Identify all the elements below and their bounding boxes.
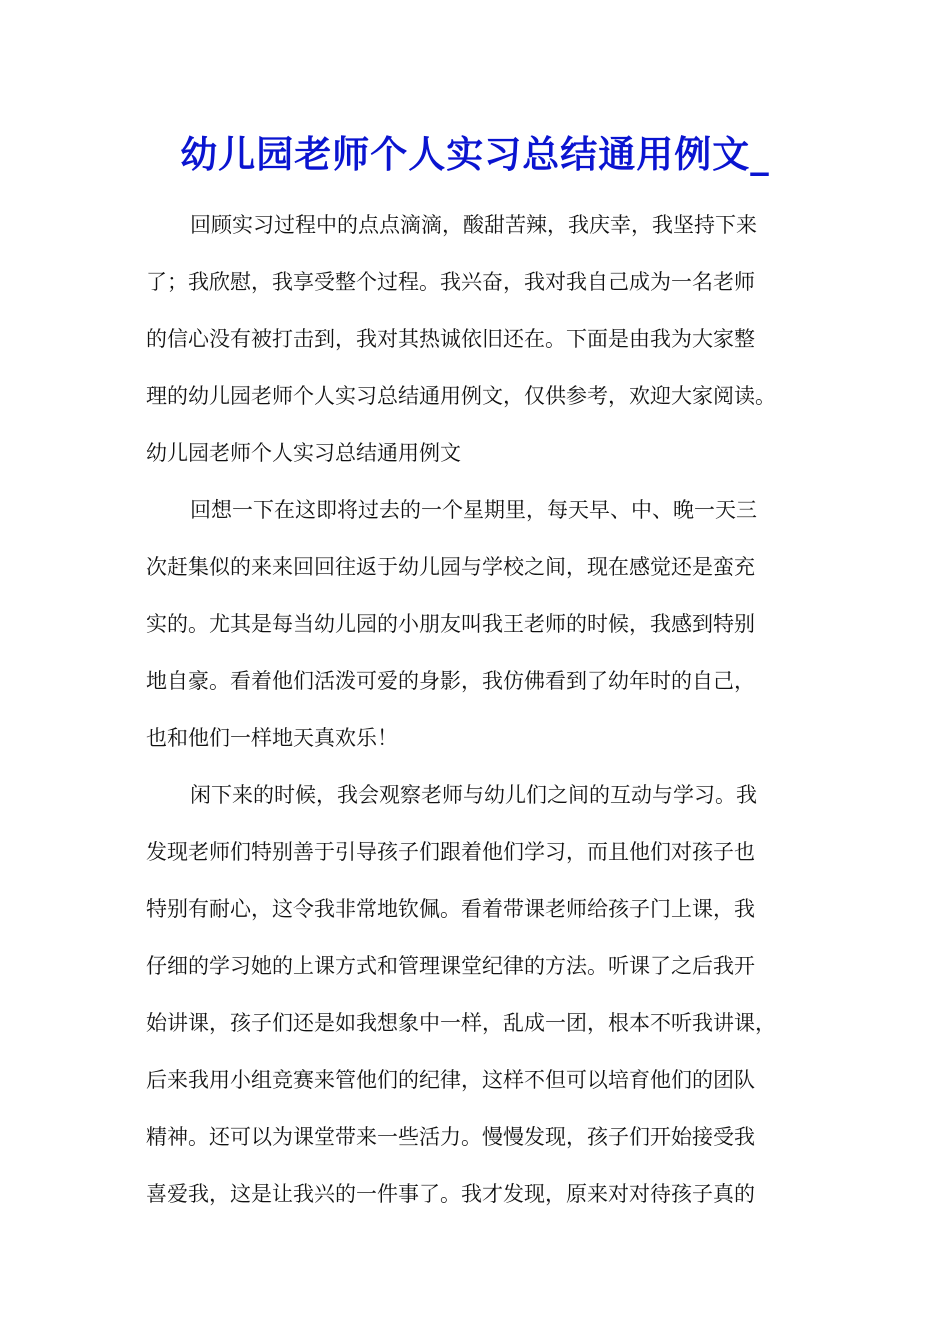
paragraph-line: 了；我欣慰，我享受整个过程。我兴奋，我对我自己成为一名老师 bbox=[146, 270, 755, 294]
paragraph-line: 也和他们一样地天真欢乐！ bbox=[146, 726, 398, 750]
paragraph-line: 回想一下在这即将过去的一个星期里，每天早、中、晚一天三 bbox=[190, 498, 757, 522]
paragraph-line: 发现老师们特别善于引导孩子们跟着他们学习，而且他们对孩子也 bbox=[146, 840, 755, 864]
paragraph-line: 喜爱我，这是让我兴的一件事了。我才发现，原来对对待孩子真的 bbox=[146, 1182, 755, 1206]
paragraph-line: 仔细的学习她的上课方式和管理课堂纪律的方法。听课了之后我开 bbox=[146, 954, 755, 978]
paragraph-line: 精神。还可以为课堂带来一些活力。慢慢发现，孩子们开始接受我 bbox=[146, 1125, 755, 1149]
paragraph-line: 实的。尤其是每当幼儿园的小朋友叫我王老师的时候，我感到特别 bbox=[146, 612, 755, 636]
paragraph-line: 始讲课，孩子们还是如我想象中一样，乱成一团，根本不听我讲课， bbox=[146, 1011, 776, 1035]
paragraph-line: 回顾实习过程中的点点滴滴，酸甜苦辣，我庆幸，我坚持下来 bbox=[190, 213, 757, 237]
section-heading: 幼儿园老师个人实习总结通用例文 bbox=[146, 441, 461, 465]
paragraph-line: 特别有耐心，这令我非常地钦佩。看着带课老师给孩子门上课，我 bbox=[146, 897, 755, 921]
paragraph-line: 次赶集似的来来回回往返于幼儿园与学校之间，现在感觉还是蛮充 bbox=[146, 555, 755, 579]
paragraph-line: 地自豪。看着他们活泼可爱的身影，我仿佛看到了幼年时的自己， bbox=[146, 669, 755, 693]
paragraph-line: 的信心没有被打击到，我对其热诚依旧还在。下面是由我为大家整 bbox=[146, 327, 755, 351]
paragraph-line: 后来我用小组竞赛来管他们的纪律，这样不但可以培育他们的团队 bbox=[146, 1068, 755, 1092]
document-title: 幼儿园老师个人实习总结通用例文_ bbox=[180, 132, 770, 176]
paragraph-line: 闲下来的时候，我会观察老师与幼儿们之间的互动与学习。我 bbox=[190, 783, 757, 807]
paragraph-line: 理的幼儿园老师个人实习总结通用例文，仅供参考，欢迎大家阅读。 bbox=[146, 384, 776, 408]
